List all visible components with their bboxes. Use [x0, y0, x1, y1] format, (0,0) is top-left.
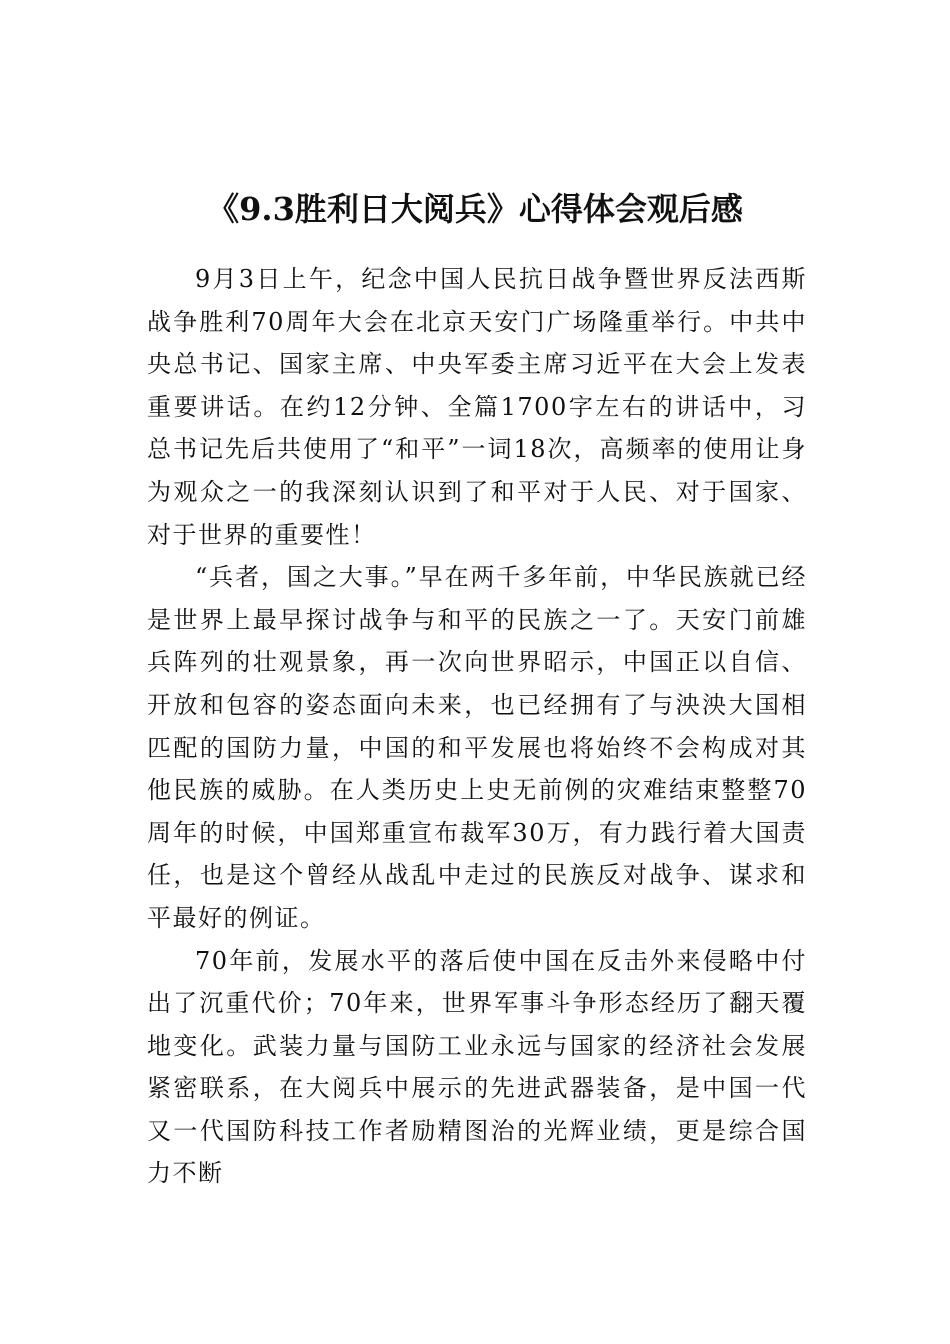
paragraph: 70年前，发展水平的落后使中国在反击外来侵略中付出了沉重代价；70年来，世界军事斗争形态经历了翻天覆地变化。武装力量与国防工业永远与国家的经济社会发展紧密联系，在大阅兵中展示的先进武器装备，是中国一代又一代国防科技工作者励精图治的光辉业绩，更是综合国力不断: [147, 946, 807, 1188]
paragraph: 9月3日上午，纪念中国人民抗日战争暨世界反法西斯战争胜利70周年大会在北京天安门广场隆重举行。中共中央总书记、国家主席、中央军委主席习近平在大会上发表重要讲话。在约12分钟、全篇1700字左右的讲话中，习总书记先后共使用了“和平”一词18次，高频率的使用让身为观众之一的我深刻认识到了和平对于人民、对于国家、对于世界的重要性！: [147, 265, 807, 549]
document-body: [147, 258, 807, 1195]
document-title: 《9.3胜利日大阅兵》心得体会观后感: [207, 190, 743, 229]
paragraph: “兵者，国之大事。”早在两千多年前，中华民族就已经是世界上最早探讨战争与和平的民族之一了。天安门前雄兵阵列的壮观景象，再一次向世界昭示，中国正以自信、开放和包容的姿态面向未来，也已经拥有了与泱泱大国相匹配的国防力量，中国的和平发展也将始终不会构成对其他民族的威胁。在人类历史上史无前例的灾难结束整整70周年的时候，中国郑重宣布裁军30万，有力践行着大国责任，也是这个曾经从战乱中走过的民族反对战争、谋求和平最好的例证。: [147, 563, 807, 932]
